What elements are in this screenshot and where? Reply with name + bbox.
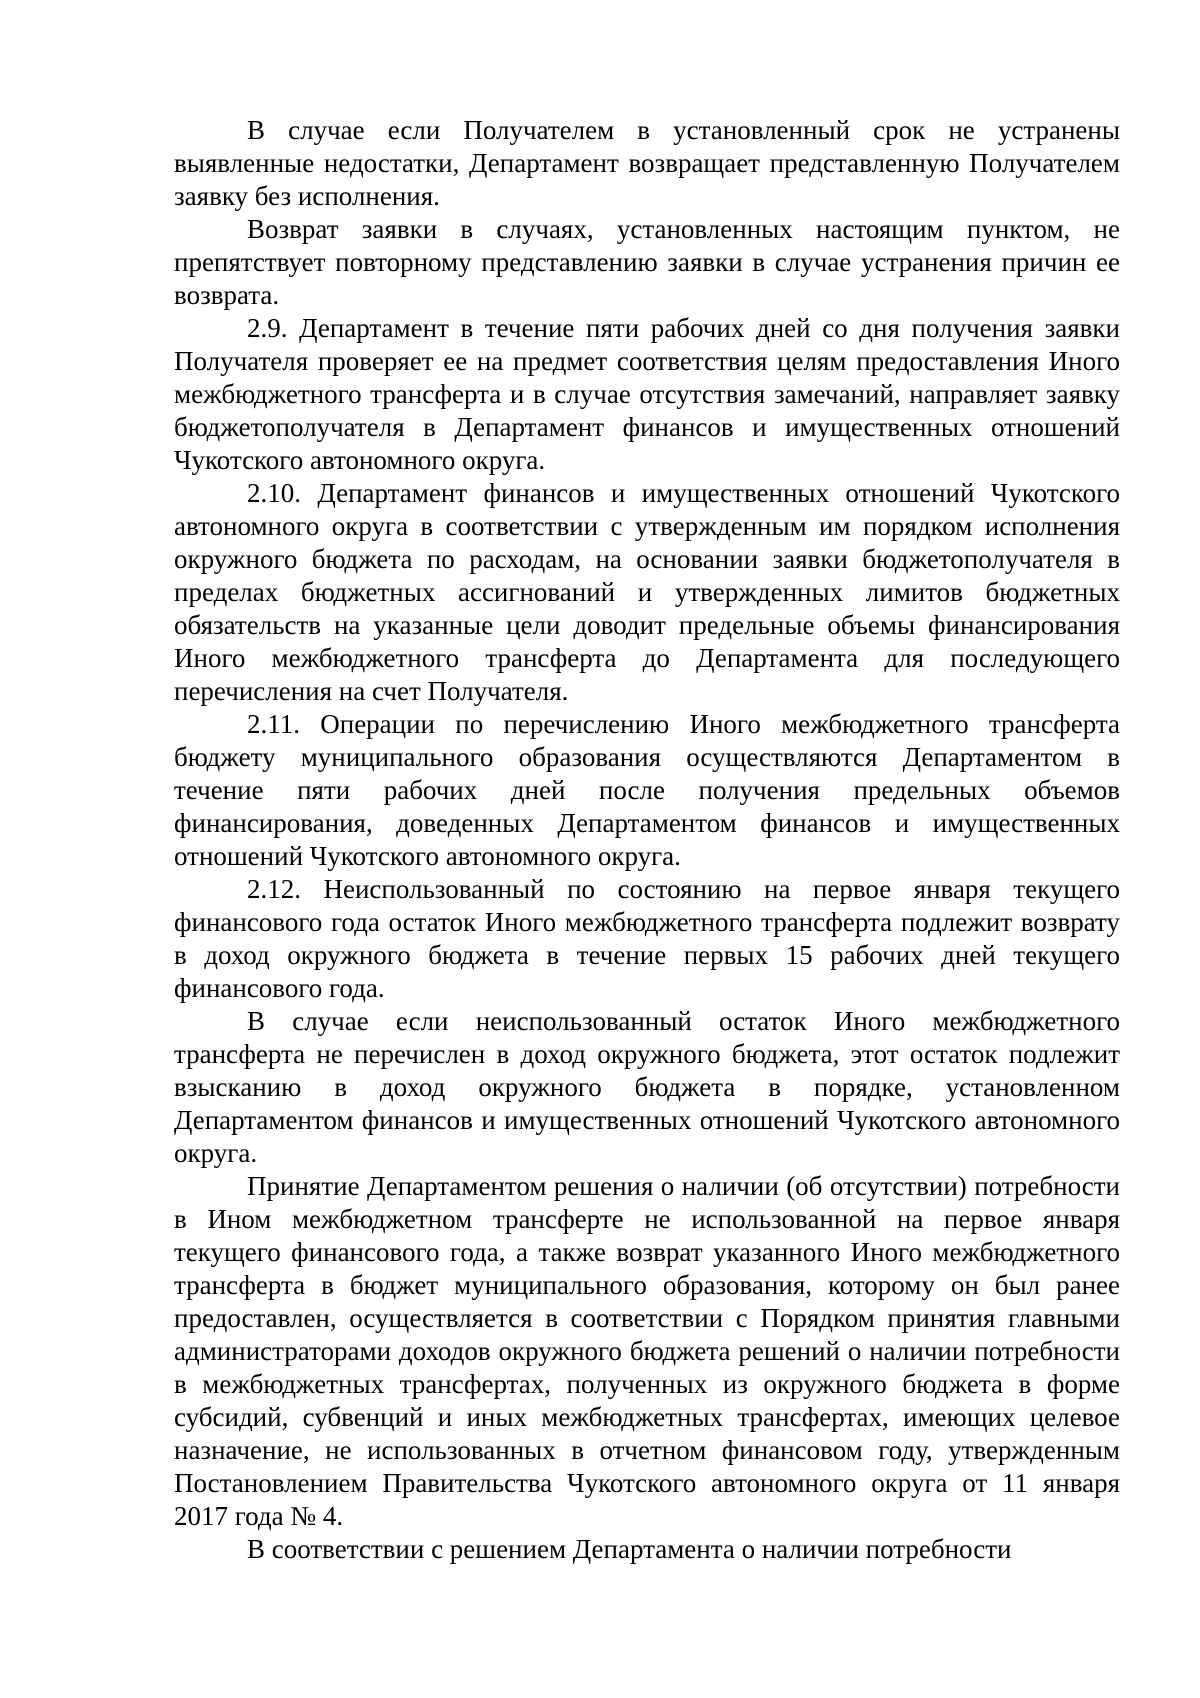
- paragraph-2-12: 2.12. Неиспользованный по состоянию на первое января текущего финансового года остаток Иного межбюджетного трансферта подлежит возврату в доход окружного бюджета в течение первых 15 рабочих дней текущего финансового года.: [174, 874, 1120, 1003]
- paragraph-2: Возврат заявки в случаях, установленных настоящим пунктом, не препятствует повторному представлению заявки в случае устранения причин ее возврата.: [174, 214, 1120, 310]
- paragraph-2-9: 2.9. Департамент в течение пяти рабочих дней со дня получения заявки Получателя проверяет ее на предмет соответствия целям предоставления Иного межбюджетного трансферта и в случае отсутствия замечаний, направляет заявку бюджетополучателя в Департамент финансов и имущественных отношений Чукотского автономного округа.: [174, 313, 1120, 475]
- paragraph-2-10: 2.10. Департамент финансов и имущественных отношений Чукотского автономного округа в соответствии с утвержденным им порядком исполнения окружного бюджета по расходам, на основании заявки бюджетополучателя в пределах бюджетных ассигнований и утвержденных лимитов бюджетных обязательств на указанные цели доводит предельные объемы финансирования Иного межбюджетного трансферта до Департамента для последующего перечисления на счет Получателя.: [174, 478, 1120, 706]
- paragraph-1: В случае если Получателем в установленный срок не устранены выявленные недостатки, Департамент возвращает представленную Получателем заявку без исполнения.: [174, 115, 1120, 211]
- paragraph-9: В соответствии с решением Департамента о наличии потребности: [247, 1534, 1012, 1564]
- paragraph-7: В случае если неиспользованный остаток Иного межбюджетного трансферта не перечислен в доход окружного бюджета, этот остаток подлежит взысканию в доход окружного бюджета в порядке, установленном Департаментом финансов и имущественных отношений Чукотского автономного округа.: [174, 1006, 1120, 1168]
- document-body: [174, 114, 1120, 1566]
- paragraph-2-11: 2.11. Операции по перечислению Иного межбюджетного трансферта бюджету муниципального образования осуществляются Департаментом в течение пяти рабочих дней после получения предельных объемов финансирования, доведенных Департаментом финансов и имущественных отношений Чукотского автономного округа.: [174, 709, 1120, 871]
- paragraph-8: Принятие Департаментом решения о наличии (об отсутствии) потребности в Ином межбюджетном трансферте не использованной на первое января текущего финансового года, а также возврат указанного Иного межбюджетного трансферта в бюджет муниципального образования, которому он был ранее предоставлен, осуществляется в соответствии с Порядком принятия главными администраторами доходов окружного бюджета решений о наличии потребности в межбюджетных трансфертах, полученных из окружного бюджета в форме субсидий, субвенций и иных межбюджетных трансфертах, имеющих целевое назначение, не использованных в отчетном финансовом году, утвержденным Постановлением Правительства Чукотского автономного округа от 11 января 2017 года № 4.: [174, 1171, 1120, 1531]
